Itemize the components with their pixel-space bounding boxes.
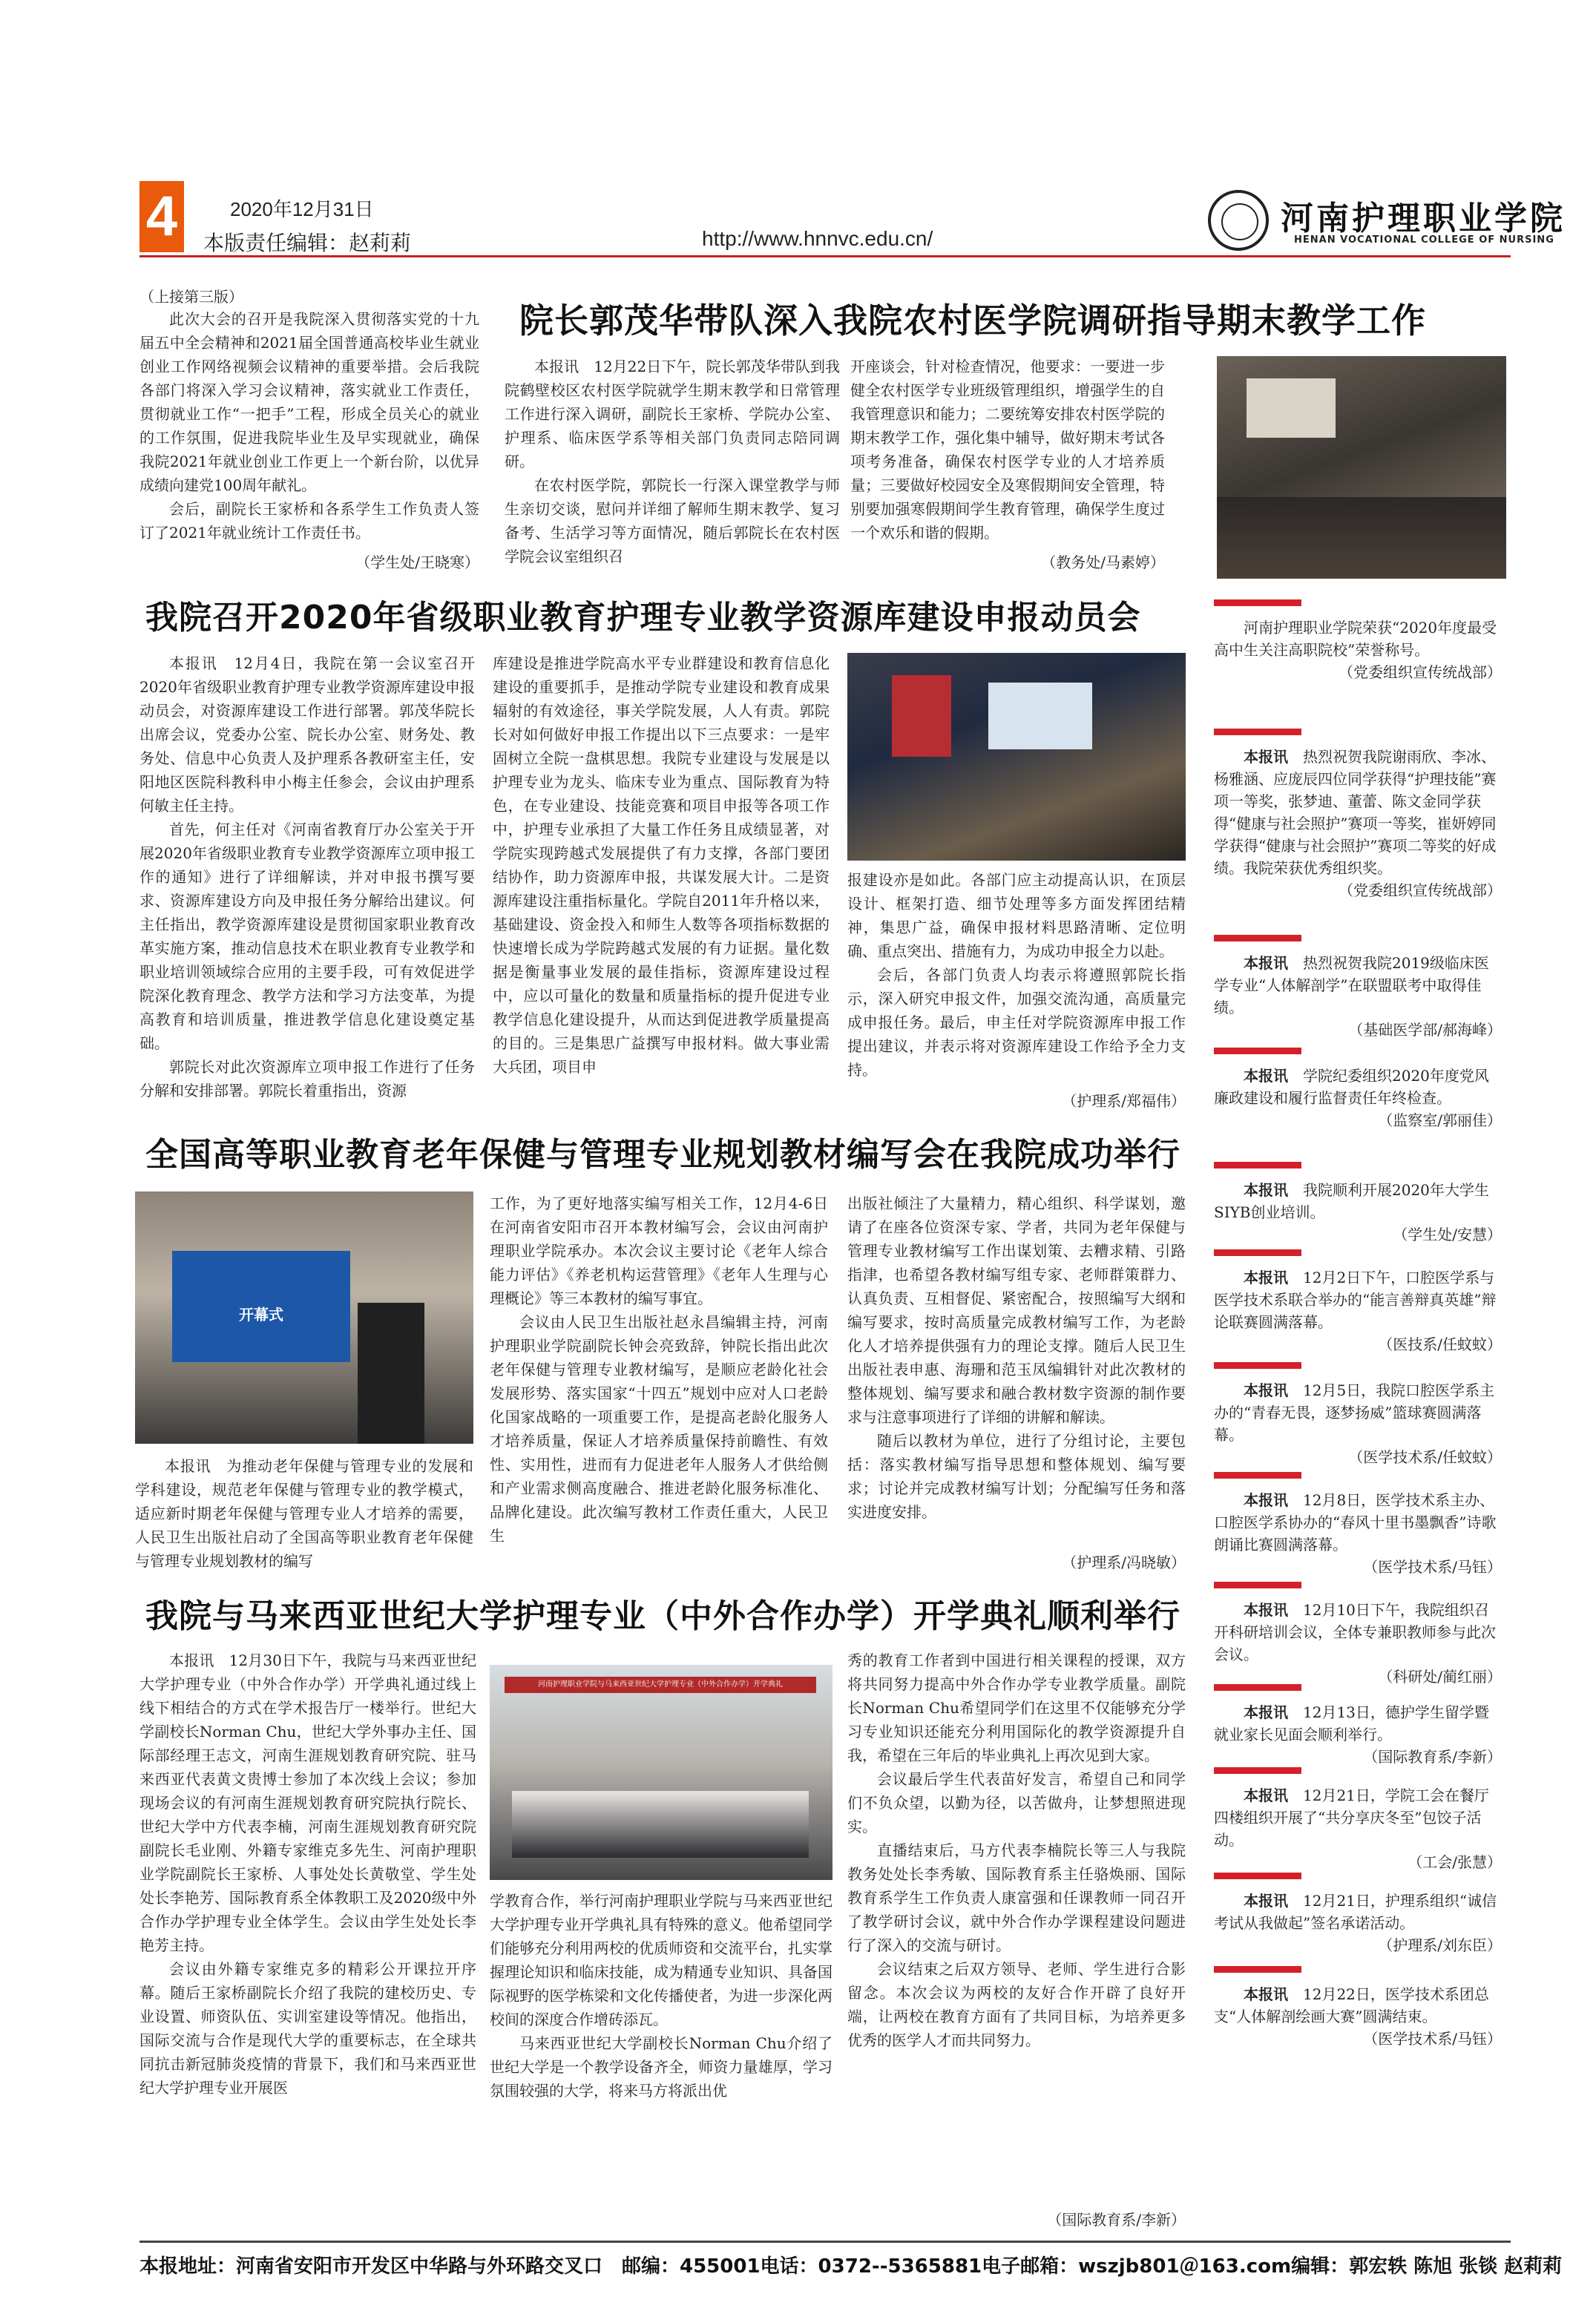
brief-text: 12月5日，我院口腔医学系主办的“青春无畏，逐梦扬威”篮球赛圆满落幕。 — [1214, 1381, 1495, 1444]
brief-text: 12月8日，医学技术系主办、口腔医学系协办的“春风十里书墨飘香”诗歌朗诵比赛圆满落幕。 — [1214, 1491, 1497, 1554]
brief-body — [1214, 952, 1502, 1019]
brief-marker — [1214, 1582, 1301, 1588]
news-brief — [1214, 1767, 1502, 1873]
footer-divider — [139, 2241, 1511, 2243]
brief-marker — [1214, 1767, 1301, 1774]
brief-text-block — [1214, 1266, 1502, 1355]
school-name: 河南护理职业学院 — [1281, 200, 1566, 237]
group-photo — [490, 1665, 833, 1880]
brief-signature: （基础医学部/郝海峰） — [1348, 1021, 1502, 1039]
article-column — [847, 868, 1186, 1113]
ceremony-banner: 河南护理职业学院与马来西亚世纪大学护理专业（中外合作办学）开学典礼 — [505, 1677, 816, 1693]
brief-tag: 本报讯 — [1244, 1381, 1288, 1399]
brief-text: 12月21日，学院工会在餐厅四楼组织开展了“共分享庆冬至”包饺子活动。 — [1214, 1787, 1489, 1849]
article-column — [135, 1454, 473, 1573]
paragraph: 直播结束后，马方代表李楠院长等三人与我院教务处处长李秀敏、国际教育系主任骆焕丽、国际教育系学生工作负责人康富强和任课教师一同召开了教学研讨会议，就中外合作办学课程建设问题进行了深入的交流与研讨。 — [847, 1841, 1186, 1954]
brief-signature: （医技系/任蚊蚊） — [1378, 1335, 1502, 1353]
brief-marker — [1214, 729, 1301, 735]
brief-body — [1214, 1179, 1502, 1223]
brief-body — [1214, 1489, 1502, 1556]
brief-tag: 本报讯 — [1244, 1985, 1288, 2003]
news-brief — [1214, 1249, 1502, 1355]
site-url-link[interactable]: http://www.hnnvc.edu.cn/ — [702, 227, 933, 250]
paragraph: 本报讯 12月22日下午，院长郭茂华带队到我院鹤壁校区农村医学院就学生期末教学和日常管理工作进行深入调研，副院长王家桥、学院办公室、护理系、临床医学系等相关部门负责同志陪同调研。 — [505, 358, 840, 470]
brief-signature: （护理系/刘东臣） — [1378, 1936, 1502, 1954]
brief-marker — [1214, 1966, 1301, 1973]
news-brief — [1214, 1162, 1502, 1246]
brief-text-block — [1214, 617, 1502, 683]
brief-tag: 本报讯 — [1244, 1067, 1288, 1085]
page-editor: 本版责任编辑：赵莉莉 — [203, 231, 412, 254]
news-brief — [1214, 599, 1502, 683]
school-logo-icon — [1208, 190, 1269, 251]
brief-signature: （医学技术系/马钰） — [1363, 1558, 1502, 1576]
brief-text: 12月2日下午，口腔医学系与医学技术系联合举办的“能言善辩真英雄”辩论联赛圆满落幕。 — [1214, 1269, 1497, 1331]
brief-text: 热烈祝贺我院谢雨欣、李冰、杨雅涵、应庞辰四位同学获得“护理技能”赛项一等奖，张梦迪、董蕾、陈文金同学获得“健康与社会照护”赛项一等奖，崔妍婷同学获得“健康与社会照护”赛项二等奖的好成绩。我院荣获优秀组织奖。 — [1214, 748, 1497, 877]
issue-date: 2020年12月31日 — [230, 198, 374, 220]
paragraph: 郭院长对此次资源库立项申报工作进行了任务分解和安排部署。郭院长着重指出，资源 — [139, 1058, 475, 1100]
paragraph: 会议结束之后双方领导、老师、学生进行合影留念。本次会议为两校的友好合作开辟了良好开端，让两校在教育方面有了共同目标，为培养更多优秀的医学人才而共同努力。 — [847, 1960, 1186, 2049]
paragraph: 会后，副院长王家桥和各系学生工作负责人签订了2021年就业统计工作责任书。 — [139, 500, 479, 542]
article-source: （护理系/冯晓敏） — [1062, 1554, 1186, 1571]
brief-signature: （党委组织宣传统战部） — [1339, 881, 1502, 899]
brief-text: 河南护理职业学院荣获“2020年度最受高中生关注高职院校”荣誉称号。 — [1214, 619, 1497, 659]
brief-tag: 本报讯 — [1244, 1601, 1288, 1619]
lecture-photo — [135, 1191, 473, 1444]
paragraph: 此次大会的召开是我院深入贯彻落实党的十九届五中全会精神和2021届全国普通高校毕业生就业创业工作网络视频会议精神的重要举措。会后我院各部门将深入学习会议精神，落实就业工作责任，贯彻就业工作“一把手”工程，形成全员关心的就业的工作氛围，促进我院毕业生及早实现就业，确保我院2021年就业创业工作更上一个新台阶，以优异成绩向建党100周年献礼。 — [139, 310, 479, 494]
brief-text-block — [1214, 1599, 1502, 1688]
brief-text-block — [1214, 1379, 1502, 1468]
article-column — [490, 1889, 833, 2238]
brief-body — [1214, 1701, 1502, 1746]
paragraph: 本报讯 12月30日下午，我院与马来西亚世纪大学护理专业（中外合作办学）开学典礼通过线上线下相结合的方式在学术报告厅一楼举行。世纪大学副校长Norman Chu，世纪大学外事办主任、国际部经理王志文，河南生涯规划教育研究院、驻马来西亚代表黄文贵博士参加了本次线上会议；参加现场会议的有河南生涯规划教育研究院执行院长、世纪大学中方代表李楠，河南生涯规划教育研究院副院长毛业刚、外籍专家维克多先生、河南护理职业学院副院长王家桥、人事处处长黄敬堂、学生处处长李艳芳、国际教育系全体教职工及2020级中外合作办学护理专业全体学生。会议由学生处处长李艳芳主持。 — [139, 1651, 476, 1954]
brief-text-block — [1214, 1065, 1502, 1131]
screen-title: 开幕式 — [239, 1306, 283, 1324]
brief-text: 12月10日下午，我院组织召开科研培训会议，全体专兼职教师参与此次会议。 — [1214, 1601, 1496, 1663]
brief-body — [1214, 1784, 1502, 1851]
brief-text-block — [1214, 1983, 1502, 2050]
brief-tag: 本报讯 — [1244, 1787, 1288, 1804]
brief-marker — [1214, 1472, 1301, 1479]
page-number: 4 — [139, 181, 184, 252]
brief-body — [1214, 1065, 1502, 1109]
brief-marker — [1214, 1048, 1301, 1054]
article-column — [490, 1191, 828, 1577]
brief-marker — [1214, 935, 1301, 941]
brief-marker — [1214, 1873, 1301, 1879]
continued-label: （上接第三版） — [139, 288, 243, 306]
paragraph: 随后以教材为单位，进行了分组讨论，主要包括：落实教材编写指导思想和整体规划、编写要求；讨论并完成教材编写计划；分配编写任务和落实进度安排。 — [847, 1432, 1186, 1521]
brief-tag: 本报讯 — [1244, 1269, 1288, 1286]
brief-text-block — [1214, 1784, 1502, 1873]
article-title: 院长郭茂华带队深入我院农村医学院调研指导期末教学工作 — [519, 300, 1426, 341]
footer-contact: 本报地址：河南省安阳市开发区中华路与外环路交叉口 邮编：455001电话：0372--5365881电子邮箱：wszjb801＠163.com编辑：郭宏轶 陈旭 张锬 赵莉莉 — [139, 2255, 1563, 2278]
paragraph: 会议由人民卫生出版社赵永昌编辑主持，河南护理职业学院副院长钟会亮致辞，钟院长指出此次老年保健与管理专业教材编写，是顺应老龄化社会发展形势、落实国家“十四五”规划中应对人口老龄化国家战略的一项重要工作，是提高老龄化服务人才培养质量，保证人才培养质量保持前瞻性、有效性、实用性，进而有力促进老年人服务人才供给侧和产业需求侧高度融合、推进老龄化服务标准化、品牌化建设。此次编写教材工作责任重大，人民卫生 — [490, 1313, 828, 1545]
brief-signature: （监察室/郭丽佳） — [1378, 1111, 1502, 1129]
paragraph: 会议由外籍专家维克多的精彩公开课拉开序幕。随后王家桥副院长介绍了我院的建校历史、专业设置、师资队伍、实训室建设等情况。他指出，国际交流与合作是现代大学的重要标志，在全球共同抗击新冠肺炎疫情的背景下，我们和马来西亚世纪大学护理专业开展医 — [139, 1960, 476, 2097]
brief-text-block — [1214, 952, 1502, 1041]
brief-signature: （党委组织宣传统战部） — [1339, 663, 1502, 681]
news-brief — [1214, 1582, 1502, 1688]
news-brief — [1214, 1873, 1502, 1956]
brief-body — [1214, 1266, 1502, 1333]
article-column — [139, 651, 475, 1111]
brief-signature: （医学技术系/马钰） — [1363, 2030, 1502, 2048]
header-divider — [139, 255, 1511, 257]
article-source: （国际教育系/李新） — [1047, 2211, 1186, 2229]
article-source: （护理系/郑福伟） — [1062, 1092, 1186, 1110]
brief-tag: 本报讯 — [1244, 1703, 1288, 1721]
news-brief — [1214, 1472, 1502, 1578]
school-name-en: HENAN VOCATIONAL COLLEGE OF NURSING — [1294, 234, 1554, 246]
article-column — [847, 1649, 1186, 2220]
brief-text-block — [1214, 1701, 1502, 1768]
news-briefs-column — [1214, 599, 1511, 2232]
brief-marker — [1214, 1362, 1301, 1369]
paragraph: 出版社倾注了大量精力，精心组织、科学谋划，邀请了在座各位资深专家、学者，共同为老年保健与管理专业教材编写工作出谋划策、去糟求精、引路指津，也希望各教材编写组专家、老师群策群力、认真负责、互相督促、紧密配合，按照编写大纲和编写要求，按时高质量完成教材编写工作，为老龄化人才培养提供强有力的理论支撑。随后人民卫生出版社表申惠、海珊和范玉凤编辑针对此次教材的整体规划、编写要求和融合教材数字资源的制作要求与注意事项进行了详细的讲解和解读。 — [847, 1194, 1186, 1426]
paragraph: 马来西亚世纪大学副校长Norman Chu介绍了世纪大学是一个教学设备齐全，师资力量雄厚，学习氛围较强的大学，将来马方将派出优 — [490, 2034, 833, 2100]
news-brief — [1214, 1684, 1502, 1768]
article-column — [850, 355, 1165, 562]
presentation-screen — [172, 1251, 350, 1362]
article-title: 我院召开2020年省级职业教育护理专业教学资源库建设申报动员会 — [145, 599, 1141, 637]
paragraph: 工作，为了更好地落实编写相关工作，12月4-6日在河南省安阳市召开本教材编写会，会议由河南护理职业学院承办。本次会议主要讨论《老年人综合能力评估》《养老机构运营管理》《老年人生理与心理概论》等三本教材的编写事宜。 — [490, 1194, 828, 1307]
brief-marker — [1214, 1162, 1301, 1168]
article-source: （学生处/王晓寒） — [355, 553, 479, 571]
brief-signature: （科研处/蔺红丽） — [1378, 1668, 1502, 1686]
paragraph: 开座谈会，针对检查情况，他要求：一要进一步健全农村医学专业班级管理组织，增强学生的自我管理意识和能力；二要统筹安排农村医学院的期末教学工作，强化集中辅导，做好期末考试各项考务准备，确保农村医学专业的人才培养质量；三要做好校园安全及寒假期间安全管理，特别要加强寒假期间学生教育管理，确保学生度过一个欢乐和谐的假期。 — [850, 358, 1165, 542]
brief-tag: 本报讯 — [1244, 1892, 1288, 1910]
paragraph: 会议最后学生代表苗好发言，希望自己和同学们不负众望，以勤为径，以苦做舟，让梦想照进现实。 — [847, 1770, 1186, 1835]
news-brief — [1214, 729, 1502, 901]
paragraph: 库建设是推进学院高水平专业群建设和教育信息化建设的重要抓手，是推动学院专业建设和教育成果辐射的有效途径，事关学院发展，人人有责。郭院长对如何做好申报工作提出以下三点要求：一是牢固树立全院一盘棋思想。我院专业建设与发展是以护理专业为龙头、临床专业为重点、国际教育为特色，在专业建设、技能竞赛和项目申报等各项工作中，护理专业承担了大量工作任务且成绩显著，对学院实现跨越式发展提供了有力支撑，各部门要团结协作，助力资源库申报，共谋发展大计。二是资源库建设注重指标量化。学院自2011年升格以来，基础建设、资金投入和师生人数等各项指标数据的快速增长成为学院跨越式发展的有力证据。量化数据是衡量事业发展的最佳指标，资源库建设过程中，应以可量化的数量和质量指标的提升促进专业教学信息化建设提升，从而达到促进教学质量提高的目的。三是集思广益撰写申报材料。做大事业需大兵团，项目申 — [493, 654, 830, 1076]
brief-text: 12月13日，德护学生留学暨就业家长见面会顺利举行。 — [1214, 1703, 1489, 1743]
news-brief — [1214, 1048, 1502, 1131]
news-brief — [1214, 935, 1502, 1041]
brief-tag: 本报讯 — [1244, 1491, 1288, 1509]
continued-article-body — [139, 307, 479, 589]
brief-text: 我院顺利开展2020年大学生SIYB创业培训。 — [1214, 1181, 1489, 1221]
brief-marker — [1214, 599, 1301, 606]
brief-tag: 本报讯 — [1244, 1181, 1288, 1199]
news-brief — [1214, 1362, 1502, 1468]
paragraph: 本报讯 12月4日，我院在第一会议室召开2020年省级职业教育护理专业教学资源库建设申报动员会，对资源库建设工作进行部署。郭茂华院长出席会议，党委办公室、院长办公室、财务处、教务处、信息中心负责人及护理系各教研室主任，安阳地区医院科教科申小梅主任参会，会议由护理系何敏主任主持。 — [139, 654, 475, 815]
article-title: 我院与马来西亚世纪大学护理专业（中外合作办学）开学典礼顺利举行 — [145, 1597, 1180, 1635]
article-title: 全国高等职业教育老年保健与管理专业规划教材编写会在我院成功举行 — [145, 1136, 1180, 1174]
brief-body — [1214, 746, 1502, 879]
paragraph: 秀的教育工作者到中国进行相关课程的授课，双方将共同努力提高中外合作办学专业教学质量。副院长Norman Chu希望同学们在这里不仅能够充分学习专业知识还能充分利用国际化的教学资源提升自我，希望在三年后的毕业典礼上再次见到大家。 — [847, 1651, 1186, 1764]
brief-text: 12月22日，医学技术系团总支“人体解剖绘画大赛”圆满结束。 — [1214, 1985, 1489, 2025]
brief-text: 12月21日，护理系组织“诚信考试从我做起”签名承诺活动。 — [1214, 1892, 1497, 1932]
brief-text-block — [1214, 746, 1502, 901]
paragraph: 会后，各部门负责人均表示将遵照郭院长指示，深入研究申报文件，加强交流沟通，高质量完成申报任务。最后，申主任对学院资源库申报工作提出建议，并表示将对资源库建设工作给予全力支持。 — [847, 966, 1186, 1079]
brief-text-block — [1214, 1179, 1502, 1246]
meeting-photo — [847, 653, 1186, 861]
brief-tag: 本报讯 — [1244, 954, 1288, 972]
article-column — [493, 651, 830, 1111]
article-source: （教务处/马素婷） — [1041, 553, 1165, 571]
brief-body — [1214, 617, 1502, 661]
brief-marker — [1214, 1249, 1301, 1256]
article-column — [139, 1649, 476, 2235]
brief-text-block — [1214, 1890, 1502, 1956]
paragraph: 学教育合作，举行河南护理职业学院与马来西亚世纪大学护理专业开学典礼具有特殊的意义。他希望同学们能够充分利用两校的优质师资和交流平台，扎实掌握理论知识和临床技能，成为精通专业知识、具备国际视野的医学栋梁和文化传播使者，为进一步深化两校间的深度合作增砖添瓦。 — [490, 1892, 833, 2028]
brief-body — [1214, 1890, 1502, 1934]
article-column — [505, 355, 840, 577]
paragraph: 报建设亦是如此。各部门应主动提高认识，在顶层设计、框架打造、细节处理等多方面发挥团结精神，集思广益，确保申报材料思路清晰、定位明确、重点突出、措施有力，为成功申报全力以赴。 — [847, 871, 1186, 960]
brief-tag: 本报讯 — [1244, 748, 1288, 766]
brief-body — [1214, 1379, 1502, 1446]
brief-text: 热烈祝贺我院2019级临床医学专业“人体解剖学”在联盟联考中取得佳绩。 — [1214, 954, 1489, 1016]
brief-body — [1214, 1599, 1502, 1666]
classroom-photo — [1217, 356, 1506, 579]
brief-marker — [1214, 1684, 1301, 1691]
brief-text: 学院纪委组织2020年度党风廉政建设和履行监督责任年终检查。 — [1214, 1067, 1489, 1107]
brief-text-block — [1214, 1489, 1502, 1578]
paragraph: 本报讯 为推动老年保健与管理专业的发展和学科建设，规范老年保健与管理专业的教学模式，适应新时期老年保健与管理专业人才培养的需要，人民卫生出版社启动了全国高等职业教育老年保健与管理专业规划教材的编写 — [135, 1457, 473, 1570]
paragraph: 首先，何主任对《河南省教育厅办公室关于开展2020年省级职业教育专业教学资源库立项申报工作的通知》进行了详细解读，并对申报书撰写要求、资源库建设方向及申报任务分解给出建议。何主任指出，教学资源库建设是贯彻国家职业教育改革实施方案，推动信息技术在职业教育专业教学和职业培训领域综合应用的主要手段，可有效促进学院深化教育理念、教学方法和学习方法变革，为提高教育和培训质量，推进教学信息化建设奠定基础。 — [139, 821, 475, 1052]
brief-signature: （学生处/安慧） — [1393, 1226, 1502, 1243]
brief-body — [1214, 1983, 1502, 2028]
news-brief — [1214, 1966, 1502, 2050]
article-column — [847, 1191, 1186, 1548]
paragraph: 在农村医学院，郭院长一行深入课堂教学与师生亲切交谈，慰问并详细了解师生期末教学、复习备考、生活学习等方面情况，随后郭院长在农村医学院会议室组织召 — [505, 476, 840, 565]
brief-signature: （工会/张慧） — [1408, 1853, 1502, 1871]
brief-signature: （医学技术系/任蚊蚊） — [1348, 1448, 1502, 1466]
brief-signature: （国际教育系/李新） — [1363, 1748, 1502, 1766]
